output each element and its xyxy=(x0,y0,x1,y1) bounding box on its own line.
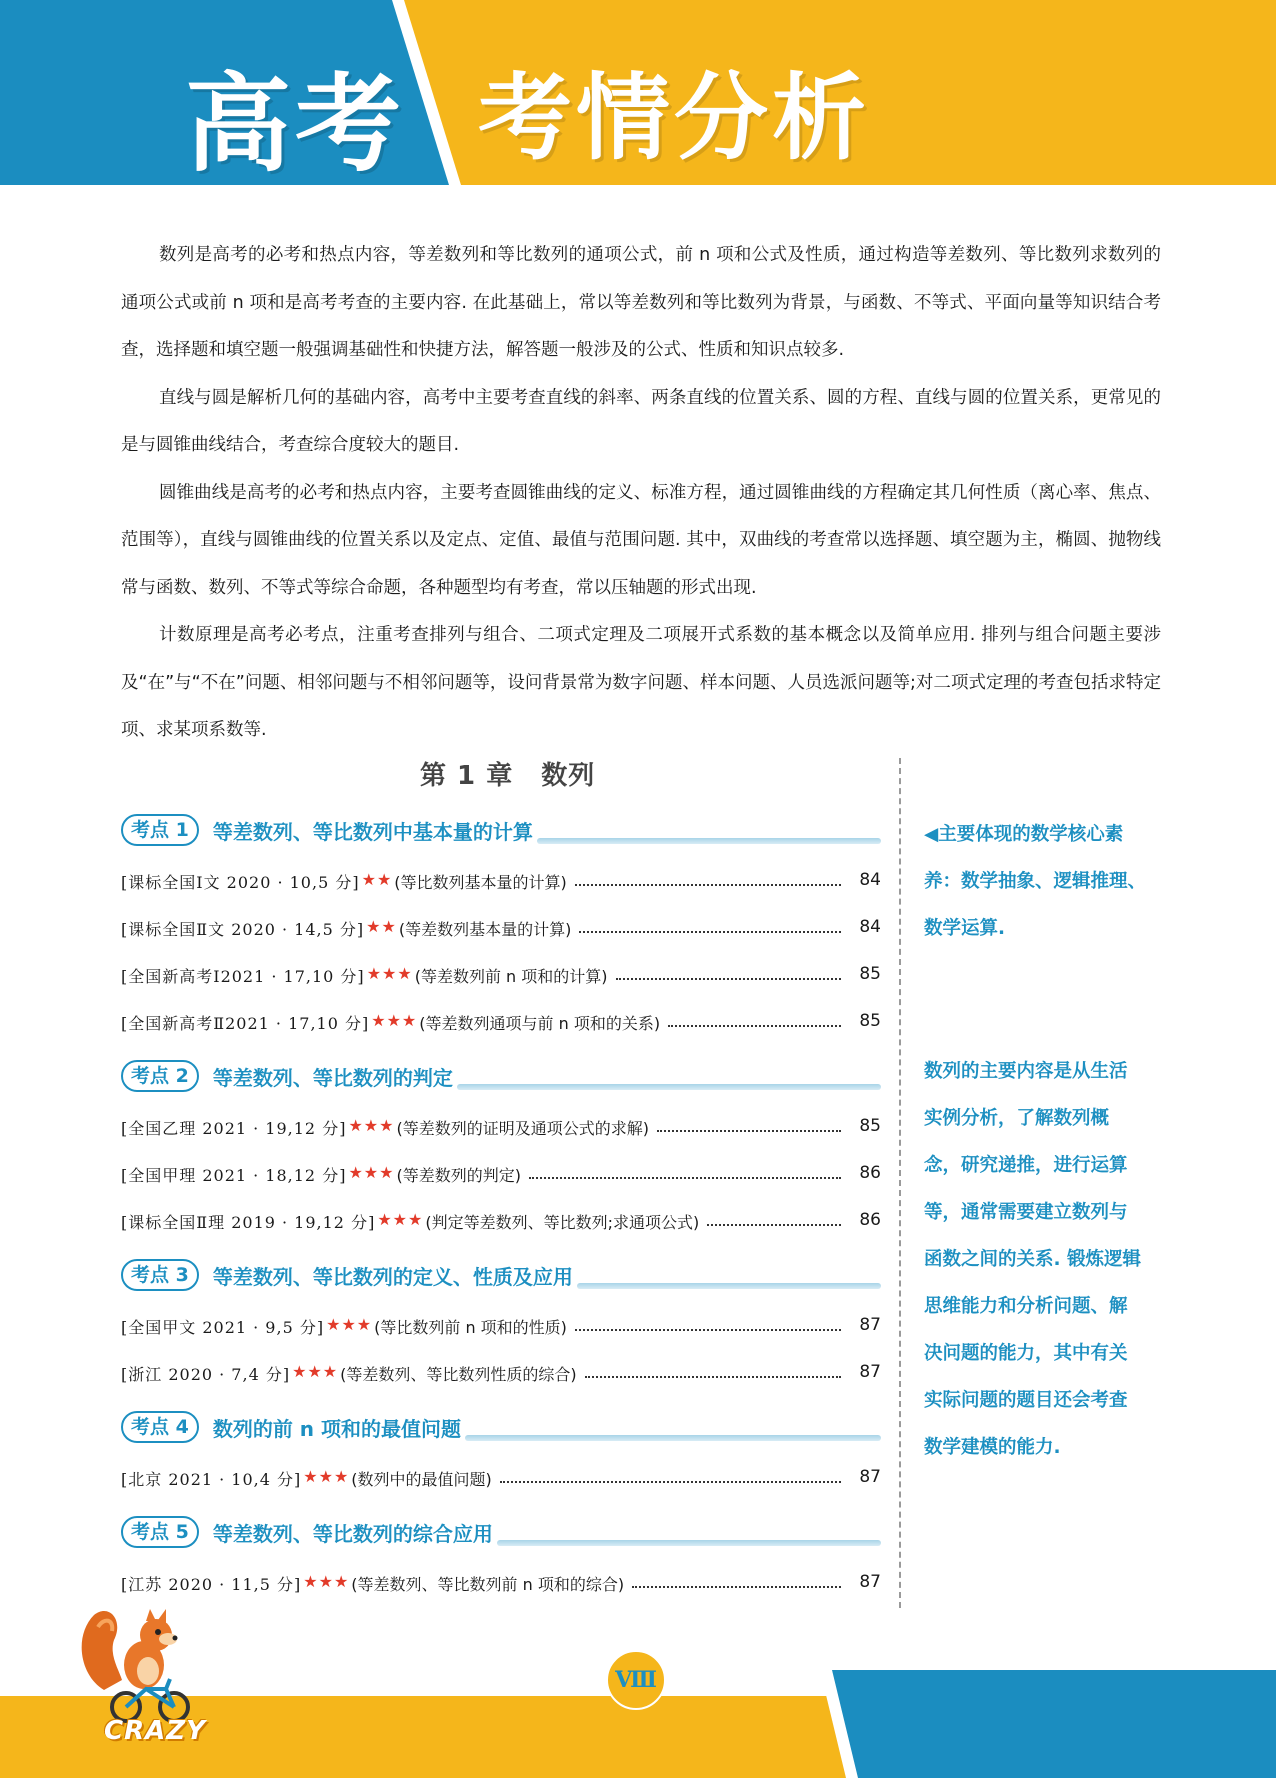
exam-point-list xyxy=(121,812,881,1619)
difficulty-stars: ★★ xyxy=(366,917,397,936)
heading-underline xyxy=(577,1283,881,1289)
entry-source: [北京 2021 · 10,4 分] xyxy=(121,1470,302,1489)
toc-entry[interactable] xyxy=(121,1116,881,1163)
entry-page: 87 xyxy=(859,1362,881,1382)
entry-page: 87 xyxy=(859,1467,881,1487)
exam-point-badge: 考点 2 xyxy=(121,1060,199,1092)
entry-page: 87 xyxy=(859,1572,881,1592)
entry-page: 85 xyxy=(859,964,881,984)
entry-source: [全国新高考Ⅱ2021 · 17,10 分] xyxy=(121,1014,370,1033)
leader-dots xyxy=(575,870,841,886)
entry-description: (等差数列的判定) xyxy=(396,1166,521,1185)
page-number: Ⅷ xyxy=(606,1650,666,1710)
note-line: 实例分析，了解数列概 xyxy=(924,1108,1110,1129)
leader-dots xyxy=(500,1467,841,1483)
difficulty-stars: ★★★ xyxy=(366,964,413,983)
exam-point-title: 等差数列、等比数列的综合应用 xyxy=(212,1521,493,1546)
mascot-label: CRAZY xyxy=(104,1716,206,1746)
note-line: 数学运算. xyxy=(924,918,1006,939)
entry-source: [全国新高考Ⅰ2021 · 17,10 分] xyxy=(121,967,365,986)
intro-paragraph: 直线与圆是解析几何的基础内容，高考中主要考查直线的斜率、两条直线的位置关系、圆的方程、直线与圆的位置关系，更常见的是与圆锥曲线结合，考查综合度较大的题目. xyxy=(121,387,1161,455)
toc-entry[interactable] xyxy=(121,1467,881,1514)
heading-underline xyxy=(537,838,881,844)
heading-underline xyxy=(465,1435,881,1441)
chapter-name: 数列 xyxy=(541,761,596,791)
entry-page: 85 xyxy=(859,1011,881,1031)
entry-source: [全国甲理 2021 · 18,12 分] xyxy=(121,1166,347,1185)
entry-description: (等比数列前 n 项和的性质) xyxy=(374,1318,567,1337)
entry-page: 87 xyxy=(859,1315,881,1335)
difficulty-stars: ★★★ xyxy=(348,1116,395,1135)
entry-description: (等差数列基本量的计算) xyxy=(398,920,572,939)
note-line: 养：数学抽象、逻辑推理、 xyxy=(924,871,1147,892)
entry-source: [课标全国Ⅱ理 2019 · 19,12 分] xyxy=(121,1213,376,1232)
difficulty-stars: ★★★ xyxy=(348,1163,395,1182)
header-title-right: 考情分析 xyxy=(478,64,871,173)
note-line: 数学建模的能力. xyxy=(924,1437,1061,1458)
chapter-heading xyxy=(420,755,595,792)
squirrel-mascot-icon xyxy=(74,1595,204,1725)
entry-page: 84 xyxy=(859,870,881,890)
intro-paragraph: 数列是高考的必考和热点内容，等差数列和等比数列的通项公式，前 n 项和公式及性质，通过构造等差数列、等比数列求数列的通项公式或前 n 项和是高考考查的主要内容. 在此基础上，常以等差数列和等比数列为背景，与函数、不等式、平面向量等知识结合考查，选择题和填空题一般强调基础性和快捷方法，解答题一般涉及的公式、性质和知识点较多. xyxy=(121,245,1161,360)
note-line: 数列的主要内容是从生活 xyxy=(924,1061,1128,1082)
toc-entry[interactable] xyxy=(121,1011,881,1058)
toc-entry[interactable] xyxy=(121,1572,881,1619)
difficulty-stars: ★★★ xyxy=(292,1362,339,1381)
toc-entry[interactable] xyxy=(121,870,881,917)
leader-dots xyxy=(575,1315,841,1331)
entry-description: (等差数列的证明及通项公式的求解) xyxy=(396,1119,649,1138)
entry-page: 86 xyxy=(859,1210,881,1230)
entry-description: (数列中的最值问题) xyxy=(351,1470,492,1489)
difficulty-stars: ★★★ xyxy=(377,1210,424,1229)
toc-entry[interactable] xyxy=(121,1210,881,1257)
note-line: 等，通常需要建立数列与 xyxy=(924,1202,1128,1223)
difficulty-stars: ★★ xyxy=(361,870,393,889)
note-line: 函数之间的关系. 锻炼逻辑 xyxy=(924,1249,1141,1270)
exam-point-badge: 考点 3 xyxy=(121,1259,199,1291)
exam-point-heading xyxy=(121,1058,881,1094)
heading-underline xyxy=(497,1540,881,1546)
entry-page: 86 xyxy=(859,1163,881,1183)
exam-point-title: 等差数列、等比数列的判定 xyxy=(212,1065,453,1090)
intro-paragraph: 圆锥曲线是高考的必考和热点内容，主要考查圆锥曲线的定义、标准方程，通过圆锥曲线的方程确定其几何性质（离心率、焦点、范围等），直线与圆锥曲线的位置关系以及定点、定值、最值与范围问题. 其中，双曲线的考查常以选择题、填空题为主，椭圆、抛物线常与函数、数列、不等式等综合命题，各种题型均有考查，常以压轴题的形式出现. xyxy=(121,482,1161,598)
intro-paragraph: 计数原理是高考必考点，注重考查排列与组合、二项式定理及二项展开式系数的基本概念以及简单应用. 排列与组合问题主要涉及“在”与“不在”问题、相邻问题与不相邻问题等，设问背景常为数字问题、样本问题、人员选派问题等;对二项式定理的考查包括求特定项、求某项系数等. xyxy=(121,625,1161,740)
leader-dots xyxy=(657,1116,841,1132)
leader-dots xyxy=(579,917,841,933)
side-notes xyxy=(924,811,1154,1471)
entry-description: (等比数列基本量的计算) xyxy=(394,873,567,892)
entry-source: [全国甲文 2021 · 9,5 分] xyxy=(121,1318,325,1337)
leader-dots xyxy=(529,1163,841,1179)
entry-source: [课标全国Ⅱ文 2020 · 14,5 分] xyxy=(121,920,365,939)
toc-entry[interactable] xyxy=(121,1315,881,1362)
exam-point-title: 数列的前 n 项和的最值问题 xyxy=(212,1416,462,1441)
heading-underline xyxy=(457,1084,881,1090)
toc-entry[interactable] xyxy=(121,1163,881,1210)
leader-dots xyxy=(616,964,841,980)
exam-point-heading xyxy=(121,812,881,848)
exam-point-heading xyxy=(121,1514,881,1550)
column-divider xyxy=(899,758,901,1608)
leader-dots xyxy=(632,1572,841,1588)
note-line: 念，研究递推，进行运算 xyxy=(924,1155,1128,1176)
entry-source: [课标全国Ⅰ文 2020 · 10,5 分] xyxy=(121,873,360,892)
entry-page: 85 xyxy=(859,1116,881,1136)
chapter-number: 第 1 章 xyxy=(420,761,514,791)
entry-description: (判定等差数列、等比数列;求通项公式) xyxy=(425,1213,700,1232)
exam-point-heading xyxy=(121,1257,881,1293)
leader-dots xyxy=(668,1011,841,1027)
exam-point-heading xyxy=(121,1409,881,1445)
toc-entry[interactable] xyxy=(121,964,881,1011)
toc-entry[interactable] xyxy=(121,1362,881,1409)
exam-point-title: 等差数列、等比数列的定义、性质及应用 xyxy=(212,1264,573,1289)
entry-source: [全国乙理 2021 · 19,12 分] xyxy=(121,1119,347,1138)
note-line: 思维能力和分析问题、解 xyxy=(924,1296,1128,1317)
difficulty-stars: ★★★ xyxy=(303,1467,350,1486)
leader-dots xyxy=(585,1362,841,1378)
exam-point-badge: 考点 1 xyxy=(121,814,199,846)
note-line: 决问题的能力，其中有关 xyxy=(924,1343,1128,1364)
note-line: 实际问题的题目还会考查 xyxy=(924,1390,1128,1411)
header-banner xyxy=(0,0,1276,185)
difficulty-stars: ★★★ xyxy=(303,1572,350,1591)
difficulty-stars: ★★★ xyxy=(371,1011,418,1030)
entry-source: [浙江 2020 · 7,4 分] xyxy=(121,1365,291,1384)
intro-text xyxy=(121,232,1161,755)
entry-page: 84 xyxy=(859,917,881,937)
toc-entry[interactable] xyxy=(121,917,881,964)
exam-point-title: 等差数列、等比数列中基本量的计算 xyxy=(212,819,533,844)
leader-dots xyxy=(707,1210,841,1226)
entry-description: (等差数列前 n 项和的计算) xyxy=(414,967,608,986)
entry-description: (等差数列通项与前 n 项和的关系) xyxy=(419,1014,661,1033)
entry-description: (等差数列、等比数列性质的综合) xyxy=(340,1365,577,1384)
exam-point-badge: 考点 4 xyxy=(121,1411,199,1443)
difficulty-stars: ★★★ xyxy=(326,1315,373,1334)
header-title-left: 高考 xyxy=(185,63,405,186)
entry-description: (等差数列、等比数列前 n 项和的综合) xyxy=(351,1575,625,1594)
note-line: ◀主要体现的数学核心素 xyxy=(924,824,1124,845)
entry-source: [江苏 2020 · 11,5 分] xyxy=(121,1575,302,1594)
exam-point-badge: 考点 5 xyxy=(121,1516,199,1548)
